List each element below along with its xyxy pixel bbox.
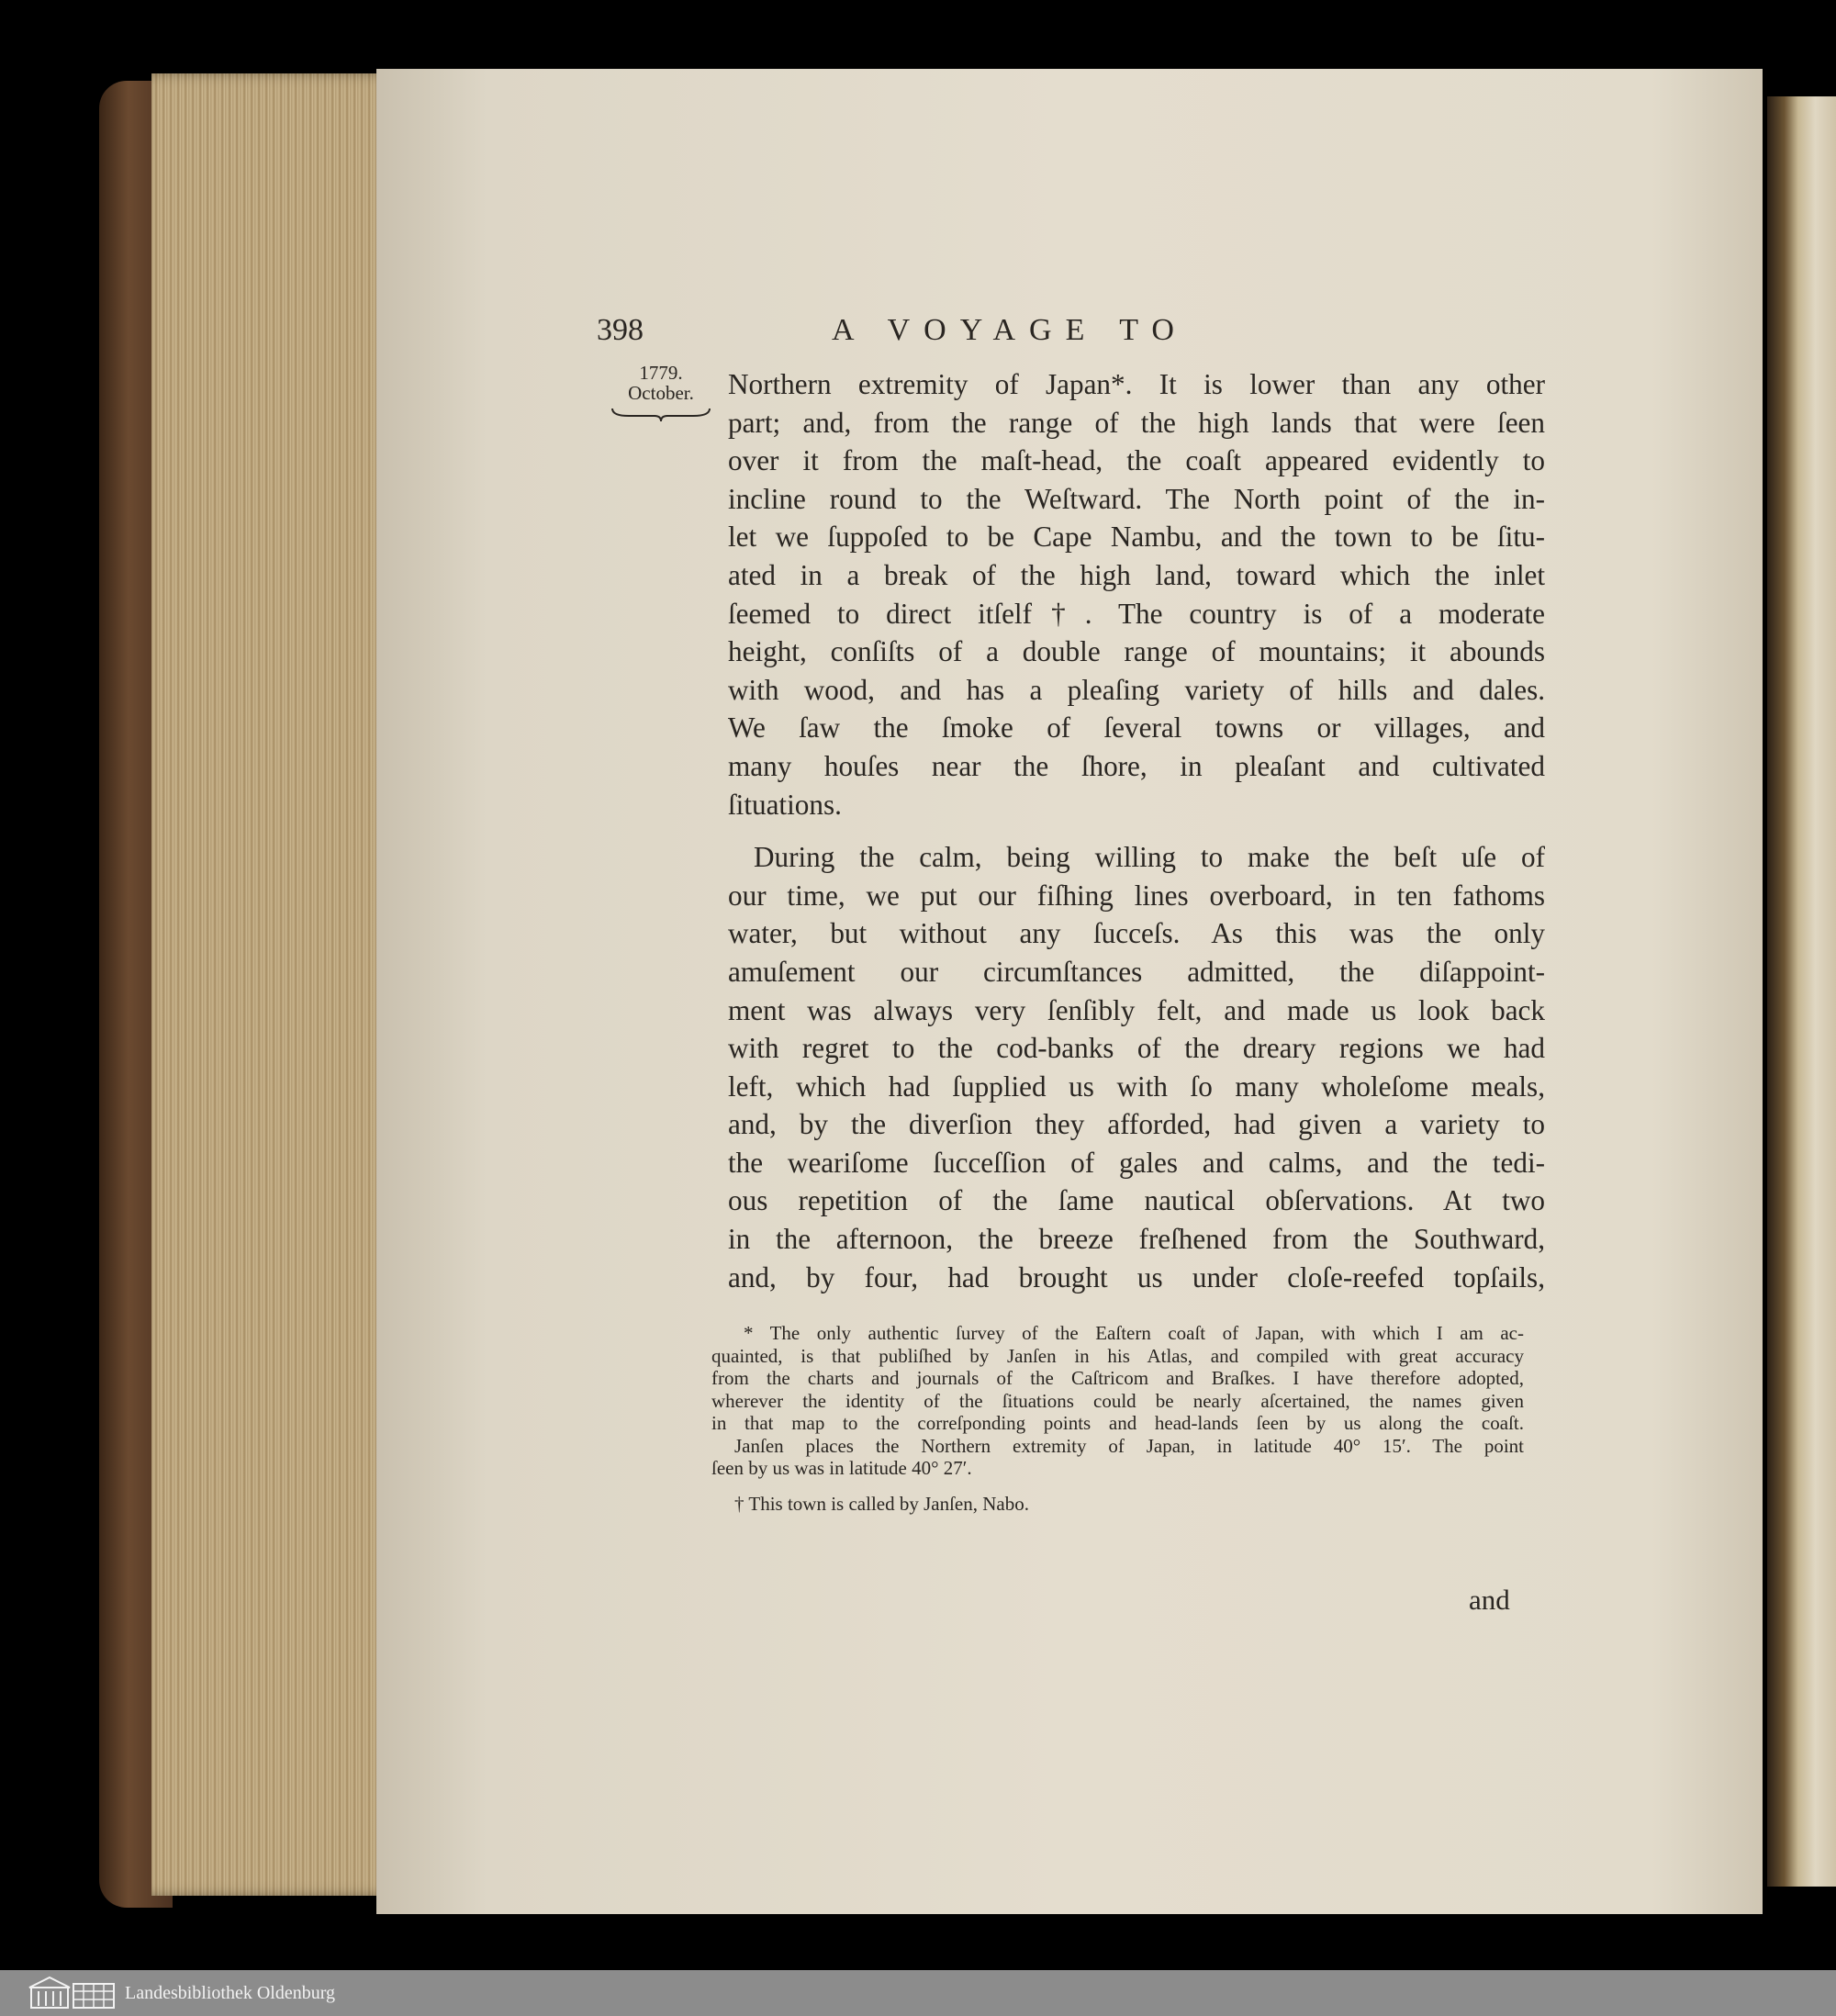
text-line: ated in a break of the high land, toward which the inlet	[728, 558, 1545, 591]
footnote-line: quainted, is that publiſhed by Janſen in his Atlas, and compiled with great accuracy	[711, 1344, 1524, 1367]
text-line: part; and, from the range of the high lands that were ſeen	[728, 406, 1545, 439]
catchword: and	[1469, 1584, 1510, 1616]
paragraph-gap	[728, 823, 1545, 838]
footnote-gap	[711, 1480, 1524, 1493]
footnote-line: * The only authentic ſurvey of the Eaſtern coaſt of Japan, with which I am ac-	[744, 1322, 1524, 1344]
footnotes	[711, 1322, 1524, 1515]
main-text	[728, 365, 1545, 1296]
text-line: and, by four, had brought us under cloſe-reefed topſails,	[728, 1260, 1545, 1294]
text-line: in the afternoon, the breeze freſhened from the Southward,	[728, 1223, 1545, 1256]
text-line: height, conſiſts of a double range of mountains; it abounds	[728, 635, 1545, 668]
text-line: over it from the maſt-head, the coaſt appeared evidently to	[728, 444, 1545, 477]
library-building-icon	[28, 1975, 119, 2011]
text-line: let we ſuppoſed to be Cape Nambu, and the town to be ſitu-	[728, 521, 1545, 554]
text-line: ſituations.	[728, 788, 842, 821]
facing-page-edge	[1767, 96, 1836, 1887]
margin-month: October.	[628, 382, 694, 404]
text-line: with wood, and has a pleaſing variety of hills and dales.	[728, 673, 1545, 706]
page-number: 398	[597, 313, 644, 347]
paragraph-2	[728, 838, 1545, 1296]
footnote-line: Janſen places the Northern extremity of Japan, in latitude 40° 15′. The point	[734, 1434, 1524, 1457]
text-line: with regret to the cod-banks of the dreary regions we had	[728, 1032, 1545, 1065]
text-line: and, by the diverſion they afforded, had given a variety to	[728, 1108, 1545, 1141]
paragraph-1	[728, 365, 1545, 823]
footer-bar	[0, 1970, 1836, 2016]
footnote-line: wherever the identity of the ſituations could be nearly aſcertained, the names given	[711, 1389, 1524, 1412]
text-line: many houſes near the ſhore, in pleaſant and cultivated	[728, 749, 1545, 782]
page-block-edges	[151, 73, 395, 1896]
text-line: Northern extremity of Japan*. It is lower than any other	[728, 368, 1545, 400]
footnote-1	[711, 1322, 1524, 1480]
text-line: the weariſome ſucceſſion of gales and calms, and the tedi-	[728, 1146, 1545, 1179]
margin-year: 1779.	[639, 362, 683, 384]
text-line: ſeemed to direct itſelf†. The country is of a moderate	[728, 597, 1545, 630]
text-line: incline round to the Weſtward. The North point of the in-	[728, 482, 1545, 515]
text-line: left, which had ſupplied us with ſo many wholeſome meals,	[728, 1070, 1545, 1103]
institution-name: Landesbibliothek Oldenburg	[125, 1982, 336, 2003]
footnote-2: † This town is called by Janſen, Nabo.	[734, 1492, 1029, 1515]
footnote-line: from the charts and journals of the Caſtricom and Braſkes. I have therefore adopted,	[711, 1367, 1524, 1389]
text-line: During the calm, being willing to make the beſt uſe of	[754, 841, 1545, 874]
footnote-line: in that map to the correſponding points and head-lands ſeen by us along the coaſt.	[711, 1412, 1524, 1434]
text-line: our time, we put our fiſhing lines overboard, in ten fathoms	[728, 879, 1545, 912]
brace-icon	[610, 407, 711, 423]
text-line: ment was always very ſenſibly felt, and made us look back	[728, 993, 1545, 1026]
margin-date-note	[606, 363, 716, 423]
running-title: A VOYAGE TO	[832, 313, 1188, 347]
text-line: We ſaw the ſmoke of ſeveral towns or villages, and	[728, 711, 1545, 745]
text-line: water, but without any ſucceſs. As this was the only	[728, 917, 1545, 950]
text-line: amuſement our circumſtances admitted, the diſappoint-	[728, 955, 1545, 988]
text-line: ous repetition of the ſame nautical obſervations. At two	[728, 1184, 1545, 1217]
footnote-line: ſeen by us was in latitude 40° 27′.	[711, 1457, 972, 1479]
